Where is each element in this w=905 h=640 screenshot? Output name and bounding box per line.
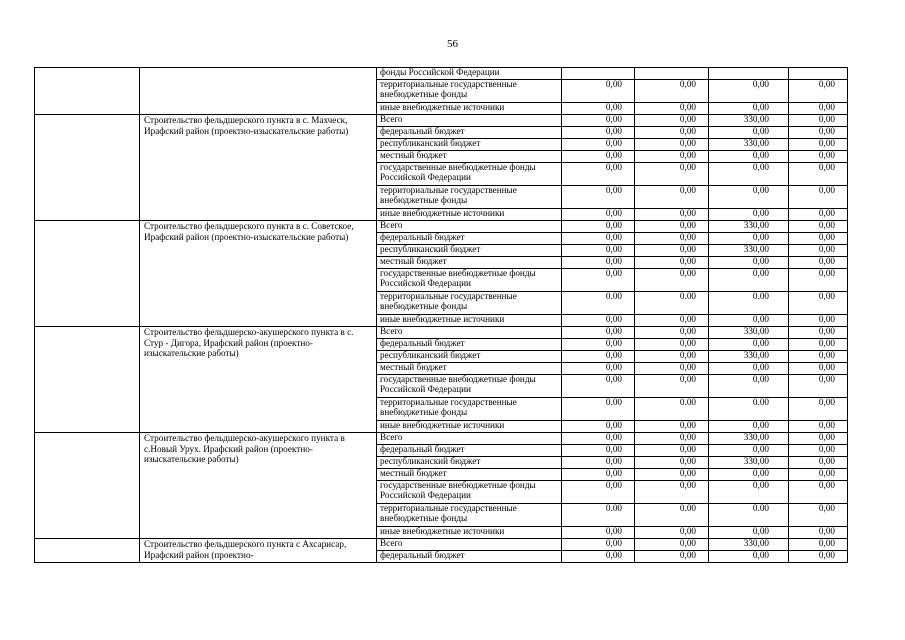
amount-cell-2: 0,00 — [635, 269, 709, 292]
funding-source-cell: иные внебюджетные источники — [377, 527, 562, 539]
amount-cell-2: 0,00 — [635, 551, 709, 563]
amount-cell-3: 0,00 — [709, 163, 789, 186]
amount-cell-2: 0,00 — [635, 127, 709, 139]
amount-cell-4: 0,00 — [789, 339, 848, 351]
amount-cell-2: 0,00 — [635, 375, 709, 398]
amount-cell-4: 0,00 — [789, 80, 848, 103]
amount-cell-3: 0,00 — [709, 127, 789, 139]
table-row — [35, 221, 848, 233]
row-number-cell — [35, 115, 140, 221]
funding-source-cell: государственные внебюджетные фонды Российской Федерации — [377, 163, 562, 186]
project-name-cell: Строительство фельдшерского пункта в с. Махческ, Ирафский район (проектно-изыскательские работы) — [140, 115, 377, 221]
funding-source-cell: государственные внебюджетные фонды Российской Федерации — [377, 269, 562, 292]
amount-cell-4: 0,00 — [789, 469, 848, 481]
amount-cell-2: 0,00 — [635, 351, 709, 363]
amount-cell-1: 0,00 — [562, 269, 635, 292]
amount-cell-4: 0,00 — [789, 103, 848, 115]
amount-cell-3: 330,00 — [709, 115, 789, 127]
funding-source-cell: государственные внебюджетные фонды Российской Федерации — [377, 375, 562, 398]
amount-cell-2: 0,00 — [635, 163, 709, 186]
amount-cell-2: 0,00 — [635, 315, 709, 327]
amount-cell-4: 0,00 — [789, 233, 848, 245]
funding-source-cell: республиканский бюджет — [377, 351, 562, 363]
amount-cell-1: 0,00 — [562, 539, 635, 551]
funding-source-cell: фонды Российской Федерации — [377, 68, 562, 80]
funding-source-cell: иные внебюджетные источники — [377, 421, 562, 433]
amount-cell-2: 0,00 — [635, 327, 709, 339]
amount-cell-1: 0.00 — [562, 504, 635, 527]
funding-source-cell: иные внебюджетные источники — [377, 209, 562, 221]
funding-source-cell: территориальные государственные внебюджетные фонды — [377, 504, 562, 527]
amount-cell-2: 0,00 — [635, 103, 709, 115]
amount-cell-3: 330,00 — [709, 351, 789, 363]
amount-cell-3: 0,00 — [709, 527, 789, 539]
amount-cell-2: 0,00 — [635, 363, 709, 375]
funding-source-cell: федеральный бюджет — [377, 551, 562, 563]
row-number-cell — [35, 327, 140, 433]
funding-source-cell: иные внебюджетные источники — [377, 103, 562, 115]
amount-cell-4: 0,00 — [789, 186, 848, 209]
table-row — [35, 539, 848, 551]
amount-cell-2 — [635, 68, 709, 80]
amount-cell-1: 0,00 — [562, 457, 635, 469]
amount-cell-3: 0.00 — [709, 292, 789, 315]
amount-cell-4: 0,00 — [789, 527, 848, 539]
amount-cell-1: 0,00 — [562, 551, 635, 563]
amount-cell-3: 330,00 — [709, 433, 789, 445]
amount-cell-4: 0,00 — [789, 209, 848, 221]
amount-cell-4: 0,00 — [789, 433, 848, 445]
funding-source-cell: республиканский бюджет — [377, 457, 562, 469]
amount-cell-3: 0,00 — [709, 375, 789, 398]
amount-cell-3: 0,00 — [709, 103, 789, 115]
amount-cell-1: 0,00 — [562, 363, 635, 375]
amount-cell-2: 0,00 — [635, 433, 709, 445]
amount-cell-3: 0,00 — [709, 269, 789, 292]
amount-cell-3: 330,00 — [709, 539, 789, 551]
amount-cell-3: 0,00 — [709, 209, 789, 221]
amount-cell-2: 0,00 — [635, 257, 709, 269]
amount-cell-2: 0,00 — [635, 186, 709, 209]
project-name-cell: Строительство фельдшерского пункта с Ахсарисар, Ирафский район (проектно- — [140, 539, 377, 563]
amount-cell-4: 0,00 — [789, 151, 848, 163]
amount-cell-3: 330,00 — [709, 327, 789, 339]
amount-cell-4: 0,00 — [789, 163, 848, 186]
funding-source-cell: республиканский бюджет — [377, 139, 562, 151]
amount-cell-4: 0,00 — [789, 398, 848, 421]
amount-cell-1: 0,00 — [562, 375, 635, 398]
amount-cell-1: 0,00 — [562, 481, 635, 504]
table-row — [35, 68, 848, 80]
funding-source-cell: государственные внебюджетные фонды Российской Федерации — [377, 481, 562, 504]
amount-cell-4: 0,00 — [789, 539, 848, 551]
amount-cell-2: 0,00 — [635, 539, 709, 551]
amount-cell-3: 0,00 — [709, 421, 789, 433]
table-body — [35, 68, 848, 563]
funding-source-cell: местный бюджет — [377, 257, 562, 269]
amount-cell-1: 0,00 — [562, 151, 635, 163]
amount-cell-3: 0,00 — [709, 481, 789, 504]
amount-cell-2: 0,00 — [635, 151, 709, 163]
project-name-cell — [140, 68, 377, 115]
amount-cell-1: 0,00 — [562, 257, 635, 269]
funding-source-cell: местный бюджет — [377, 469, 562, 481]
amount-cell-3: 0,00 — [709, 363, 789, 375]
amount-cell-2: 0,00 — [635, 481, 709, 504]
amount-cell-4: 0,00 — [789, 551, 848, 563]
table-row — [35, 433, 848, 445]
amount-cell-2: 0,00 — [635, 457, 709, 469]
amount-cell-1: 0,00 — [562, 209, 635, 221]
amount-cell-3: 0,00 — [709, 339, 789, 351]
funding-source-cell: Всего — [377, 221, 562, 233]
funding-source-cell: федеральный бюджет — [377, 233, 562, 245]
amount-cell-3: 0,00 — [709, 257, 789, 269]
table-row — [35, 115, 848, 127]
funding-source-cell: федеральный бюджет — [377, 445, 562, 457]
amount-cell-1: 0,00 — [562, 433, 635, 445]
amount-cell-4: 0,00 — [789, 257, 848, 269]
amount-cell-2: 0,00 — [635, 209, 709, 221]
amount-cell-1: 0,00 — [562, 351, 635, 363]
amount-cell-1: 0,00 — [562, 139, 635, 151]
amount-cell-4: 0,00 — [789, 127, 848, 139]
funding-source-cell: Всего — [377, 433, 562, 445]
amount-cell-4: 0,00 — [789, 221, 848, 233]
project-name-cell: Строительство фельдшерского пункта в с. Советское, Ирафский район (проектно-изыскательские работы) — [140, 221, 377, 327]
project-name-cell: Строительство фельдшерско-акушерского пункта в с. Стур - Дигора, Ирафский район (проектно-изыскательские работы) — [140, 327, 377, 433]
amount-cell-4 — [789, 68, 848, 80]
amount-cell-4: 0,00 — [789, 139, 848, 151]
amount-cell-1: 0,00 — [562, 115, 635, 127]
amount-cell-3: 0,00 — [709, 445, 789, 457]
amount-cell-2: 0,00 — [635, 115, 709, 127]
funding-source-cell: федеральный бюджет — [377, 127, 562, 139]
amount-cell-1: 0,00 — [562, 339, 635, 351]
amount-cell-1: 0,00 — [562, 186, 635, 209]
amount-cell-3: 0.00 — [709, 504, 789, 527]
funding-source-cell: местный бюджет — [377, 151, 562, 163]
amount-cell-2: 0,00 — [635, 339, 709, 351]
amount-cell-2: 0.00 — [635, 292, 709, 315]
amount-cell-4: 0,00 — [789, 504, 848, 527]
funding-source-cell: местный бюджет — [377, 363, 562, 375]
amount-cell-2: 0,00 — [635, 527, 709, 539]
funding-source-cell: Всего — [377, 539, 562, 551]
amount-cell-4: 0,00 — [789, 445, 848, 457]
amount-cell-4: 0,00 — [789, 351, 848, 363]
amount-cell-2: 0,00 — [635, 421, 709, 433]
amount-cell-1: 0,00 — [562, 221, 635, 233]
amount-cell-3: 0,00 — [709, 315, 789, 327]
amount-cell-2: 0,00 — [635, 233, 709, 245]
amount-cell-1: 0,00 — [562, 163, 635, 186]
amount-cell-2: 0,00 — [635, 469, 709, 481]
amount-cell-1: 0,00 — [562, 233, 635, 245]
amount-cell-4: 0,00 — [789, 363, 848, 375]
amount-cell-4: 0,00 — [789, 115, 848, 127]
amount-cell-3: 0,00 — [709, 233, 789, 245]
amount-cell-3: 330,00 — [709, 245, 789, 257]
amount-cell-4: 0,00 — [789, 481, 848, 504]
amount-cell-3: 0,00 — [709, 151, 789, 163]
amount-cell-1: 0,00 — [562, 445, 635, 457]
amount-cell-4: 0,00 — [789, 327, 848, 339]
amount-cell-1: 0,00 — [562, 103, 635, 115]
funding-source-cell: иные внебюджетные источники — [377, 315, 562, 327]
financing-table — [34, 67, 848, 563]
amount-cell-3: 330,00 — [709, 457, 789, 469]
table-row — [35, 327, 848, 339]
amount-cell-2: 0,00 — [635, 139, 709, 151]
row-number-cell — [35, 68, 140, 115]
amount-cell-1: 0,00 — [562, 469, 635, 481]
amount-cell-1: 0,00 — [562, 127, 635, 139]
amount-cell-1: 0.00 — [562, 398, 635, 421]
amount-cell-2: 0,00 — [635, 80, 709, 103]
amount-cell-1: 0,00 — [562, 80, 635, 103]
amount-cell-4: 0,00 — [789, 292, 848, 315]
funding-source-cell: федеральный бюджет — [377, 339, 562, 351]
amount-cell-4: 0,00 — [789, 315, 848, 327]
amount-cell-4: 0,00 — [789, 457, 848, 469]
amount-cell-2: 0.00 — [635, 398, 709, 421]
project-name-cell: Строительство фельдшерско-акушерского пункта в с.Новый Урух. Ирафский район (проектно-изыскательские работы) — [140, 433, 377, 539]
amount-cell-2: 0,00 — [635, 445, 709, 457]
amount-cell-3: 0,00 — [709, 469, 789, 481]
amount-cell-2: 0,00 — [635, 221, 709, 233]
amount-cell-2: 0,00 — [635, 245, 709, 257]
row-number-cell — [35, 433, 140, 539]
funding-source-cell: республиканский бюджет — [377, 245, 562, 257]
funding-source-cell: Всего — [377, 115, 562, 127]
amount-cell-1: 0.00 — [562, 292, 635, 315]
amount-cell-1: 0,00 — [562, 315, 635, 327]
funding-source-cell: территориальные государственные внебюджетные фонды — [377, 398, 562, 421]
amount-cell-1: 0,00 — [562, 527, 635, 539]
amount-cell-3: 0.00 — [709, 398, 789, 421]
row-number-cell — [35, 221, 140, 327]
row-number-cell — [35, 539, 140, 563]
amount-cell-3: 0,00 — [709, 551, 789, 563]
funding-source-cell: территориальные государственные внебюджетные фонды — [377, 186, 562, 209]
funding-source-cell: территориальные государственные внебюджетные фонды — [377, 292, 562, 315]
page-number: 56 — [447, 38, 458, 50]
amount-cell-4: 0,00 — [789, 421, 848, 433]
amount-cell-3 — [709, 68, 789, 80]
amount-cell-1: 0,00 — [562, 421, 635, 433]
amount-cell-3: 0,00 — [709, 186, 789, 209]
amount-cell-3: 330,00 — [709, 221, 789, 233]
amount-cell-2: 0.00 — [635, 504, 709, 527]
amount-cell-4: 0,00 — [789, 375, 848, 398]
amount-cell-1: 0,00 — [562, 245, 635, 257]
amount-cell-3: 330,00 — [709, 139, 789, 151]
funding-source-cell: Всего — [377, 327, 562, 339]
amount-cell-4: 0,00 — [789, 245, 848, 257]
funding-source-cell: территориальные государственные внебюджетные фонды — [377, 80, 562, 103]
amount-cell-4: 0,00 — [789, 269, 848, 292]
amount-cell-3: 0,00 — [709, 80, 789, 103]
amount-cell-1 — [562, 68, 635, 80]
amount-cell-1: 0,00 — [562, 327, 635, 339]
